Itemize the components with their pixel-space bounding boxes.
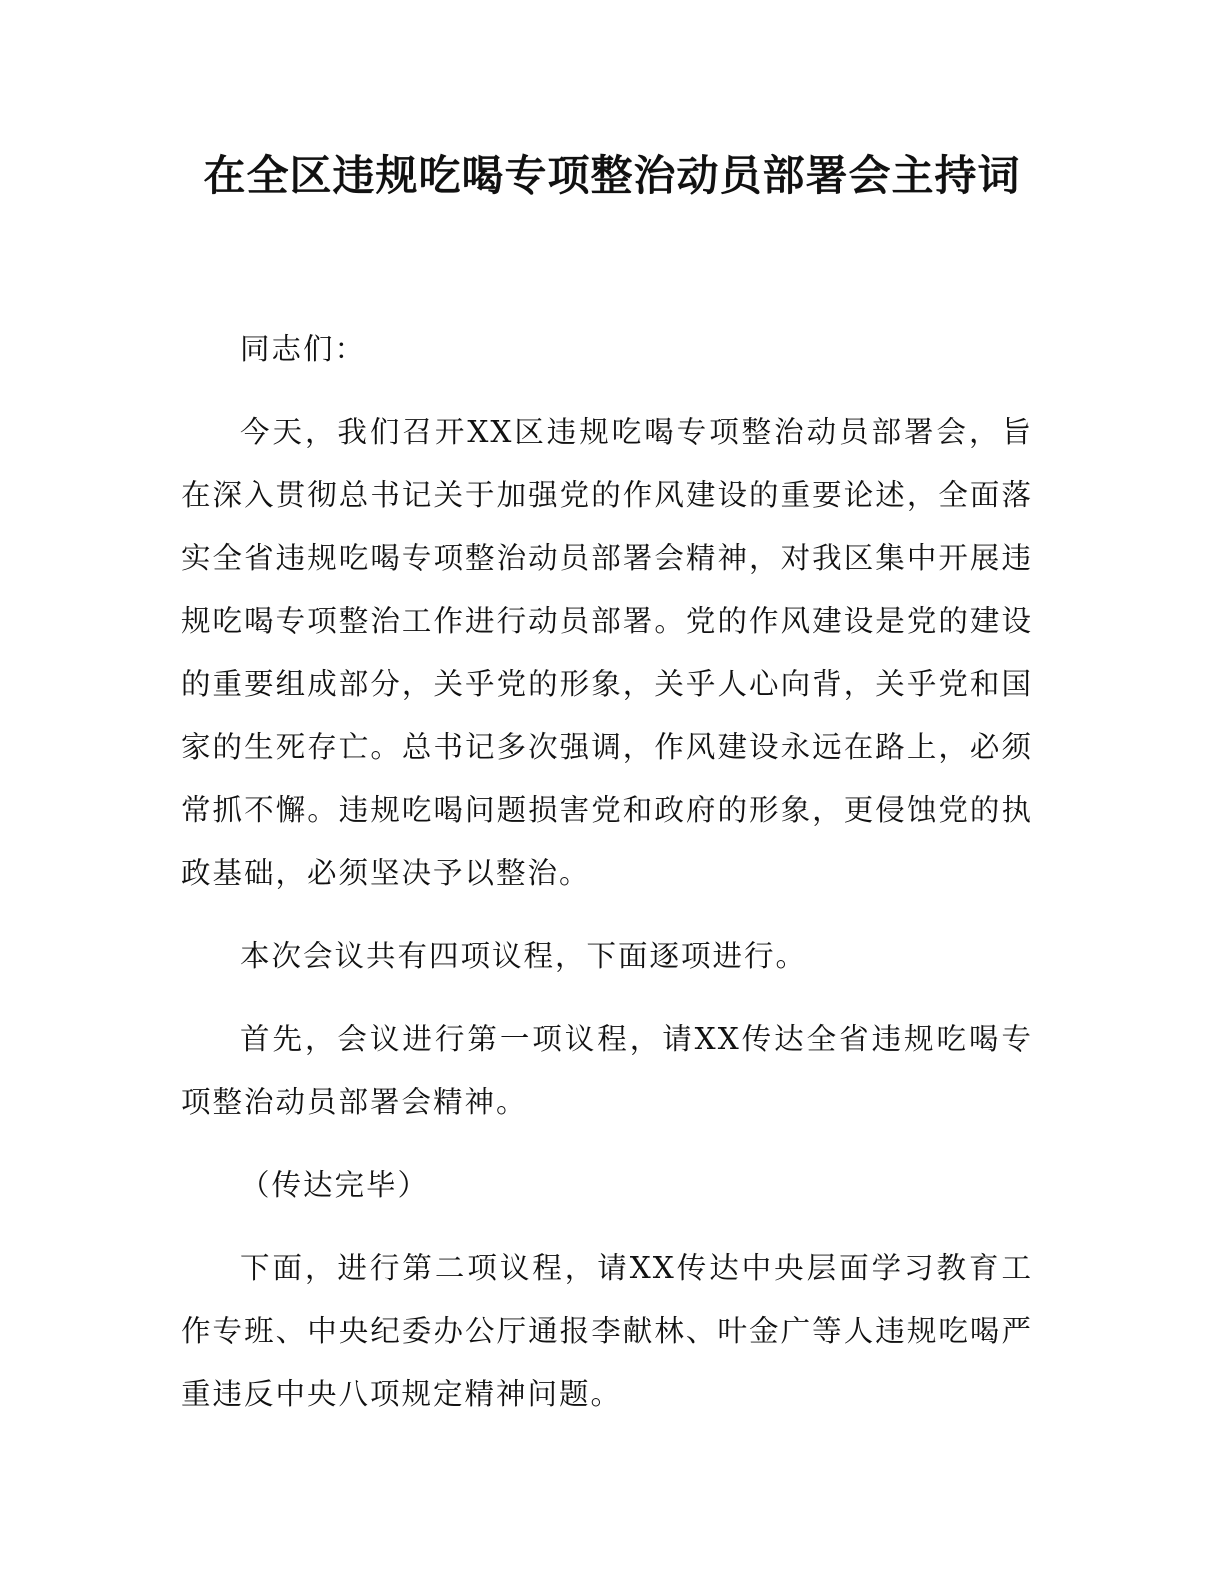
document-body <box>181 318 1033 1446</box>
greeting-paragraph: 同志们： <box>240 332 367 366</box>
agenda-item-1-paragraph: 首先，会议进行第一项议程，请XX传达全省违规吃喝专项整治动员部署会精神。 <box>181 1022 1033 1119</box>
intro-paragraph: 今天，我们召开XX区违规吃喝专项整治动员部署会，旨在深入贯彻总书记关于加强党的作风建设的重要论述，全面落实全省违规吃喝专项整治动员部署会精神，对我区集中开展违规吃喝专项整治工作进行动员部署。党的作风建设是党的建设的重要组成部分，关乎党的形象，关乎人心向背，关乎党和国家的生死存亡。总书记多次强调，作风建设永远在路上，必须常抓不懈。违规吃喝问题损害党和政府的形象，更侵蚀党的执政基础，必须坚决予以整治。 <box>181 415 1033 890</box>
agenda-item-2-paragraph: 下面，进行第二项议程，请XX传达中央层面学习教育工作专班、中央纪委办公厅通报李献林、叶金广等人违规吃喝严重违反中央八项规定精神问题。 <box>181 1251 1033 1411</box>
document-title: 在全区违规吃喝专项整治动员部署会主持词 <box>203 151 1021 200</box>
agenda-overview-paragraph: 本次会议共有四项议程，下面逐项进行。 <box>240 939 808 973</box>
relay-complete-paragraph: （传达完毕） <box>240 1168 430 1202</box>
